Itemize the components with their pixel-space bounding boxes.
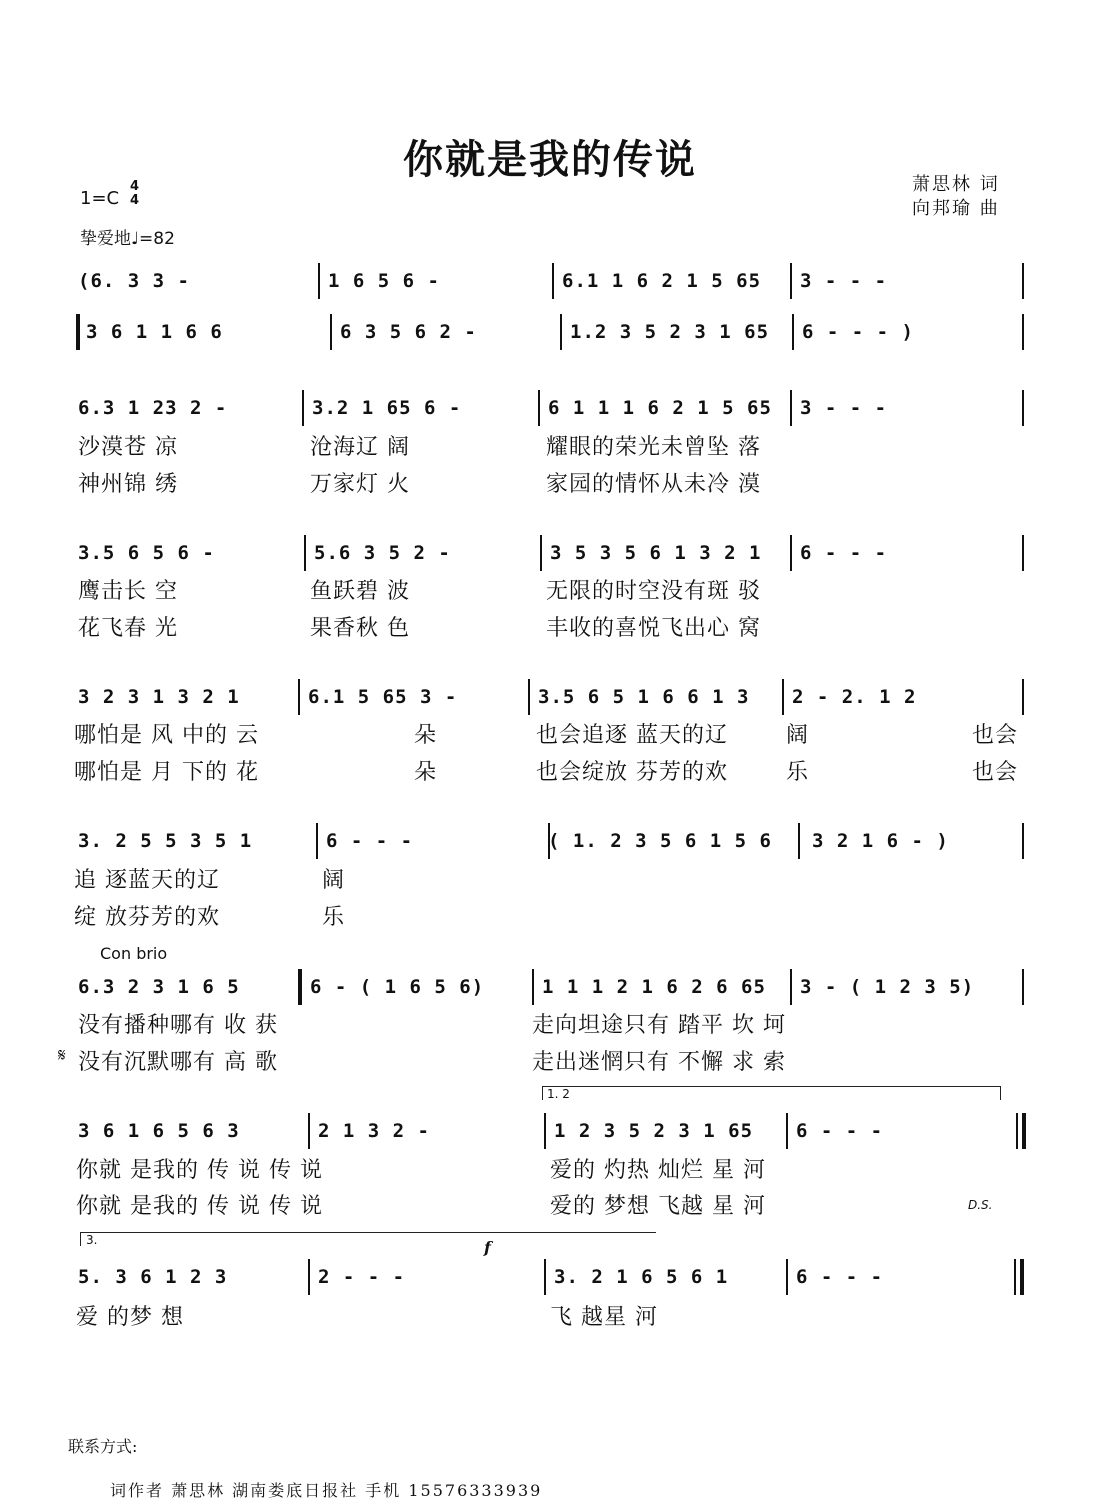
lyric: 沙漠苍 凉 bbox=[78, 435, 178, 460]
measure: 3.5 6 5 6 - bbox=[78, 542, 215, 564]
volta-label: 1. 2 bbox=[547, 1087, 570, 1101]
lyric: 也会绽放 芬芳的欢 bbox=[536, 760, 728, 785]
lyric: 阔 bbox=[322, 868, 346, 893]
measure: 3. 2 5 5 3 5 1 bbox=[78, 830, 253, 852]
barline bbox=[790, 969, 792, 1005]
measure: 5. 3 6 1 2 3 bbox=[78, 1266, 228, 1288]
measure: 6.1 5 65 3 - bbox=[308, 686, 458, 708]
barline bbox=[1022, 390, 1024, 426]
contact-line: 词作者 萧思林 湖南娄底日报社 手机 15576333939 bbox=[110, 1481, 543, 1500]
measure: 1 1 1 2 1 6 2 6 65 bbox=[542, 976, 766, 998]
barline bbox=[560, 314, 562, 350]
barline bbox=[552, 263, 554, 299]
volta-bracket-left bbox=[542, 1086, 543, 1100]
barline bbox=[1022, 314, 1024, 350]
lyric: 阔 bbox=[786, 723, 810, 748]
measure: 5.6 3 5 2 - bbox=[314, 542, 451, 564]
measure: 3 2 3 1 3 2 1 bbox=[78, 686, 240, 708]
lyric: 爱的 梦想 飞越 星 河 bbox=[550, 1194, 766, 1219]
barline bbox=[538, 390, 540, 426]
repeat-start-barline bbox=[76, 314, 80, 350]
barline bbox=[790, 390, 792, 426]
barline bbox=[1022, 679, 1024, 715]
barline bbox=[544, 1113, 546, 1149]
repeat-end-barline-thick bbox=[1022, 1113, 1026, 1149]
lyric: 你就 是我的 传 说 传 说 bbox=[76, 1194, 323, 1219]
lyric: 没有播种哪有 收 获 bbox=[78, 1013, 278, 1038]
lyric: 走出迷惘只有 不懈 求 索 bbox=[532, 1050, 786, 1075]
barline bbox=[786, 1113, 788, 1149]
lyric: 家园的情怀从未冷 漠 bbox=[546, 472, 761, 497]
lyric: 朵 bbox=[414, 723, 438, 748]
barline bbox=[330, 314, 332, 350]
barline bbox=[792, 314, 794, 350]
lyric: 也会 bbox=[972, 760, 1019, 785]
lyric: 沧海辽 阔 bbox=[310, 435, 410, 460]
lyric: 万家灯 火 bbox=[310, 472, 410, 497]
lyric: 朵 bbox=[414, 760, 438, 785]
measure: 6 1 1 1 6 2 1 5 65 bbox=[548, 397, 772, 419]
measure: 6 - - - bbox=[796, 1120, 884, 1142]
lyric: 也会 bbox=[972, 723, 1019, 748]
lyric: 哪怕是 月 下的 花 bbox=[74, 760, 259, 785]
volta-bracket-left bbox=[80, 1232, 81, 1246]
lyric: 耀眼的荣光未曾坠 落 bbox=[546, 435, 761, 460]
measure: 3 6 1 6 5 6 3 bbox=[78, 1120, 240, 1142]
lyric: 乐 bbox=[786, 760, 810, 785]
composer-credit: 向邦瑜 曲 bbox=[912, 198, 1000, 219]
barline bbox=[1022, 969, 1024, 1005]
measure: 1.2 3 5 2 3 1 65 bbox=[570, 321, 770, 343]
measure: 6 - - - bbox=[796, 1266, 884, 1288]
lyric: 果香秋 色 bbox=[310, 616, 410, 641]
lyric: 丰收的喜悦飞出心 窝 bbox=[546, 616, 761, 641]
measure: 6 - - - bbox=[326, 830, 414, 852]
measure: 1 6 5 6 - bbox=[328, 270, 440, 292]
time-signature-top: 4 bbox=[130, 179, 140, 194]
final-barline-thick bbox=[1020, 1259, 1024, 1295]
measure: 3 5 3 5 6 1 3 2 1 bbox=[550, 542, 762, 564]
barline bbox=[316, 823, 318, 859]
measure: 6 - ( 1 6 5 6) bbox=[310, 976, 485, 998]
lyric: 哪怕是 风 中的 云 bbox=[74, 723, 259, 748]
segno-icon: 𝄋 bbox=[58, 1045, 67, 1066]
measure: 3 - ( 1 2 3 5) bbox=[800, 976, 975, 998]
volta-bracket bbox=[80, 1232, 656, 1233]
measure: 6 - - - bbox=[800, 542, 888, 564]
measure: 2 1 3 2 - bbox=[318, 1120, 430, 1142]
measure: 6.3 1 23 2 - bbox=[78, 397, 228, 419]
measure: 3 6 1 1 6 6 bbox=[86, 321, 223, 343]
volta-bracket bbox=[542, 1086, 1000, 1087]
barline bbox=[308, 1113, 310, 1149]
time-signature-bottom: 4 bbox=[130, 193, 140, 208]
page-title: 你就是我的传说 bbox=[403, 136, 697, 183]
barline bbox=[798, 823, 800, 859]
lyric: 飞 越星 河 bbox=[550, 1305, 658, 1330]
barline bbox=[298, 969, 302, 1005]
barline bbox=[302, 390, 304, 426]
barline bbox=[1022, 823, 1024, 859]
time-signature bbox=[130, 180, 139, 208]
measure: 3. 2 1 6 5 6 1 bbox=[554, 1266, 729, 1288]
contact-label: 联系方式: bbox=[68, 1437, 138, 1456]
lyric: 鹰击长 空 bbox=[78, 579, 178, 604]
barline bbox=[318, 263, 320, 299]
measure: 2 - 2. 1 2 bbox=[792, 686, 917, 708]
tempo-marking-con-brio: Con brio bbox=[100, 944, 168, 963]
measure: 6 - - - ) bbox=[802, 321, 914, 343]
final-barline-thin bbox=[1014, 1259, 1016, 1295]
lyric: 走向坦途只有 踏平 坎 坷 bbox=[532, 1013, 786, 1038]
lyric: 花飞春 光 bbox=[78, 616, 178, 641]
measure: 3 2 1 6 - ) bbox=[812, 830, 949, 852]
lyric: 鱼跃碧 波 bbox=[310, 579, 410, 604]
barline bbox=[1022, 535, 1024, 571]
measure: (6. 3 3 - bbox=[78, 270, 190, 292]
measure: 3 - - - bbox=[800, 397, 888, 419]
barline bbox=[782, 679, 784, 715]
measure: 3.5 6 5 1 6 6 1 3 bbox=[538, 686, 750, 708]
measure: 3.2 1 65 6 - bbox=[312, 397, 462, 419]
key-signature: 1=C bbox=[80, 188, 120, 209]
lyric: 没有沉默哪有 高 歌 bbox=[78, 1050, 278, 1075]
dynamic-forte: f bbox=[484, 1238, 491, 1257]
lyric: 爱 的梦 想 bbox=[76, 1305, 184, 1330]
repeat-end-barline bbox=[1016, 1113, 1018, 1149]
lyric: 无限的时空没有斑 驳 bbox=[546, 579, 761, 604]
barline bbox=[544, 1259, 546, 1295]
tempo-marking: 挚爱地♩=82 bbox=[80, 229, 175, 249]
measure: ( 1. 2 3 5 6 1 5 6 bbox=[548, 830, 772, 852]
lyric: 也会追逐 蓝天的辽 bbox=[536, 723, 728, 748]
barline bbox=[532, 969, 534, 1005]
ds-marking: D.S. bbox=[968, 1198, 993, 1212]
barline bbox=[790, 535, 792, 571]
barline bbox=[308, 1259, 310, 1295]
barline bbox=[304, 535, 306, 571]
barline bbox=[790, 263, 792, 299]
lyric: 追 逐蓝天的辽 bbox=[74, 868, 220, 893]
barline bbox=[540, 535, 542, 571]
measure: 6 3 5 6 2 - bbox=[340, 321, 477, 343]
lyric: 你就 是我的 传 说 传 说 bbox=[76, 1158, 323, 1183]
measure: 1 2 3 5 2 3 1 65 bbox=[554, 1120, 754, 1142]
lyric: 乐 bbox=[322, 905, 346, 930]
lyric: 神州锦 绣 bbox=[78, 472, 178, 497]
measure: 2 - - - bbox=[318, 1266, 406, 1288]
lyricist-credit: 萧思林 词 bbox=[912, 174, 1000, 195]
volta-label: 3. bbox=[86, 1233, 98, 1247]
barline bbox=[298, 679, 300, 715]
measure: 3 - - - bbox=[800, 270, 888, 292]
volta-bracket-right bbox=[1000, 1086, 1001, 1100]
lyric: 绽 放芬芳的欢 bbox=[74, 905, 220, 930]
barline bbox=[528, 679, 530, 715]
barline bbox=[1022, 263, 1024, 299]
lyric: 爱的 灼热 灿烂 星 河 bbox=[550, 1158, 766, 1183]
measure: 6.3 2 3 1 6 5 bbox=[78, 976, 240, 998]
barline bbox=[786, 1259, 788, 1295]
measure: 6.1 1 6 2 1 5 65 bbox=[562, 270, 762, 292]
